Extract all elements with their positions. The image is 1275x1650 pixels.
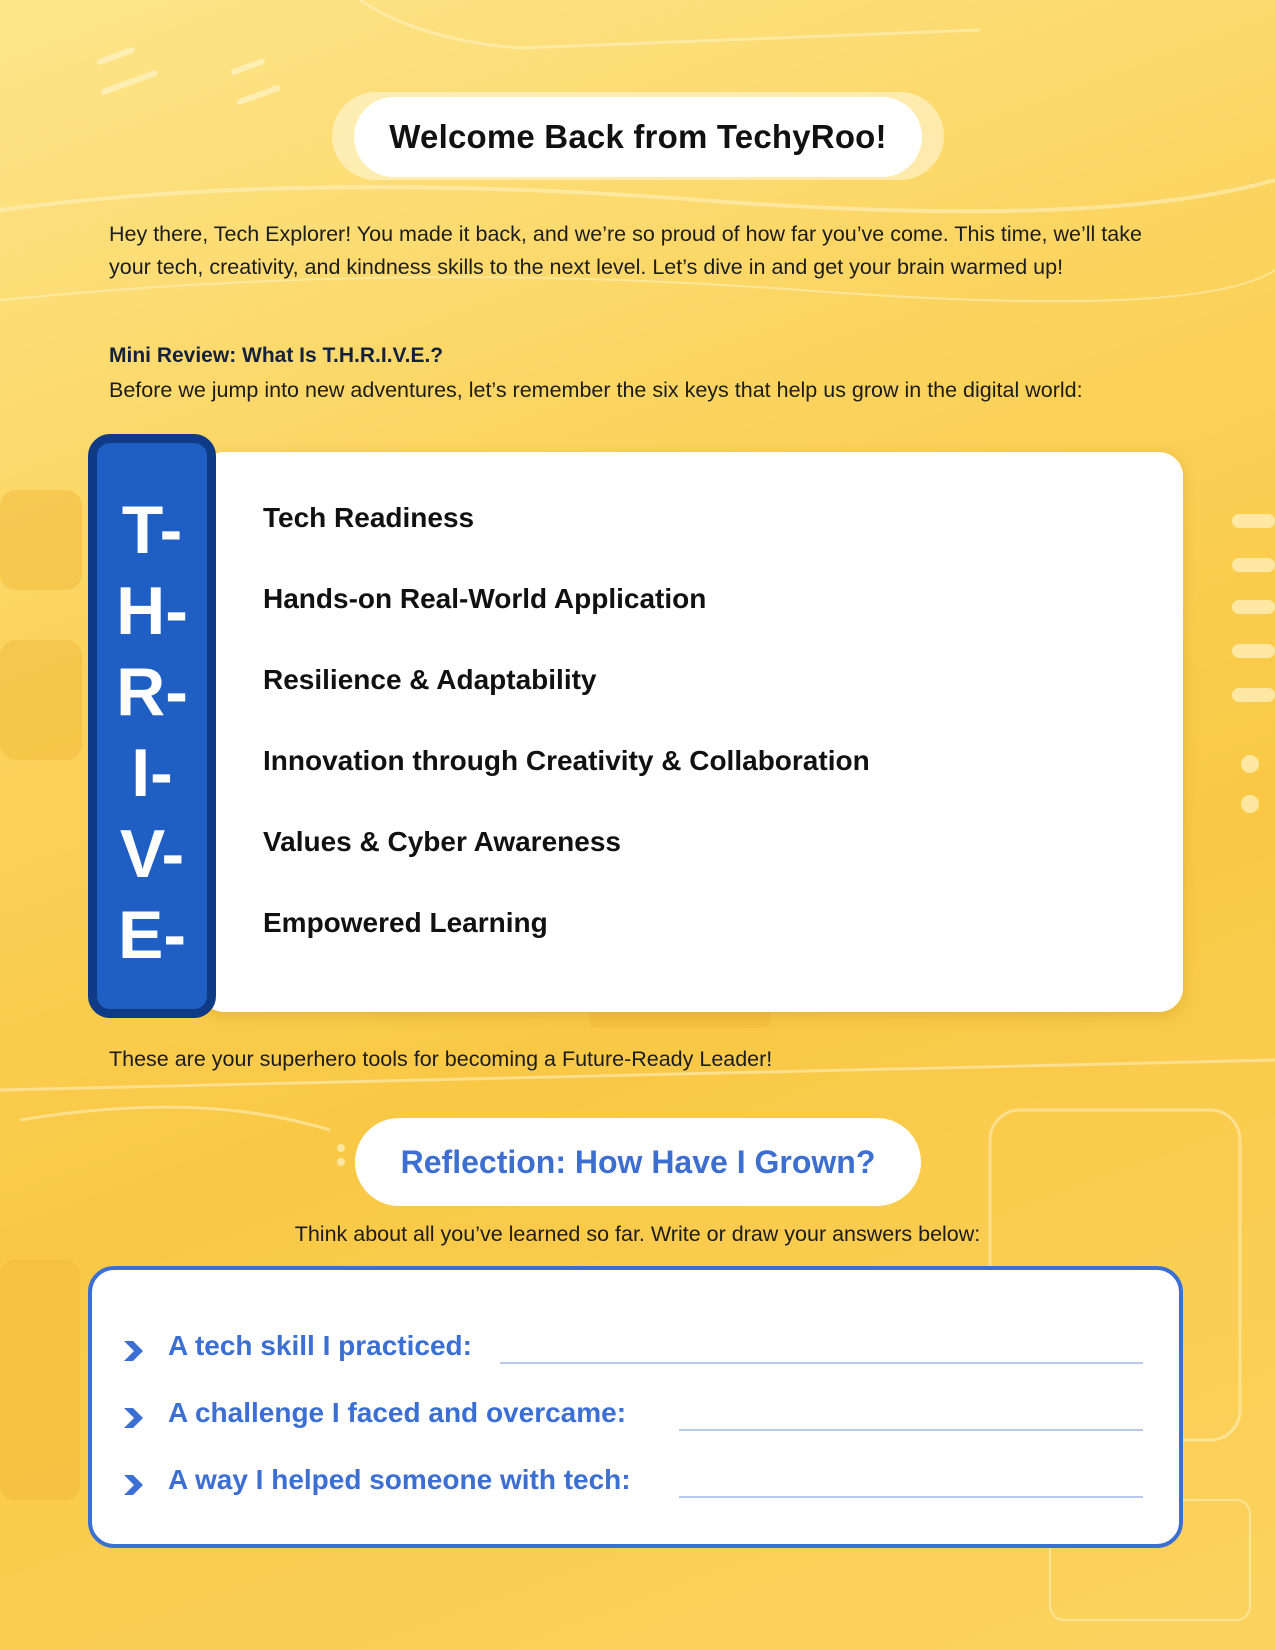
review-heading: Mini Review: What Is T.H.R.I.V.E.? bbox=[109, 344, 444, 367]
thrive-letter-r: R- bbox=[116, 654, 188, 730]
thrive-item-tech-readiness: Tech Readiness bbox=[263, 502, 475, 533]
prompt-label: A way I helped someone with tech: bbox=[168, 1464, 631, 1495]
thrive-item-innovation: Innovation through Creativity & Collaboration bbox=[263, 745, 870, 776]
thrive-letter-bar bbox=[88, 434, 216, 1018]
thrive-letter-v: V- bbox=[119, 816, 185, 892]
prompt-label: A tech skill I practiced: bbox=[168, 1330, 472, 1361]
thrive-item-values: Values & Cyber Awareness bbox=[263, 826, 621, 857]
intro-paragraph: Hey there, Tech Explorer! You made it back, and we’re so proud of how far you’ve come. This time, we’ll take your tech, creativity, and kindness skills to the next level. Let’s dive in and get your brain warmed up! bbox=[109, 222, 1142, 279]
thrive-item-resilience: Resilience & Adaptability bbox=[263, 664, 597, 695]
thrive-item-hands-on: Hands-on Real-World Application bbox=[263, 583, 707, 614]
thrive-letter-t: T- bbox=[121, 492, 183, 568]
answer-line-tech-skill[interactable] bbox=[500, 1362, 1143, 1364]
chevron-right-icon bbox=[120, 1338, 146, 1364]
chevron-right-icon bbox=[120, 1472, 146, 1498]
thrive-item-empowered: Empowered Learning bbox=[263, 907, 548, 938]
reflection-subtext: Think about all you’ve learned so far. Write or draw your answers below: bbox=[294, 1222, 981, 1246]
answer-line-challenge[interactable] bbox=[679, 1429, 1143, 1431]
answer-line-helped[interactable] bbox=[679, 1496, 1143, 1498]
prompt-label: A challenge I faced and overcame: bbox=[168, 1397, 627, 1428]
thrive-letter-i: I- bbox=[131, 735, 173, 811]
thrive-letter-h: H- bbox=[116, 573, 188, 649]
page-title: Welcome Back from TechyRoo! bbox=[354, 97, 922, 177]
thrive-letter-e: E- bbox=[118, 897, 186, 973]
chevron-right-icon bbox=[120, 1405, 146, 1431]
reflection-title: Reflection: How Have I Grown? bbox=[355, 1118, 921, 1206]
review-subtext: Before we jump into new adventures, let’s remember the six keys that help us grow in the digital world: bbox=[109, 378, 1083, 402]
thrive-closing-text: These are your superhero tools for becoming a Future-Ready Leader! bbox=[109, 1047, 773, 1071]
